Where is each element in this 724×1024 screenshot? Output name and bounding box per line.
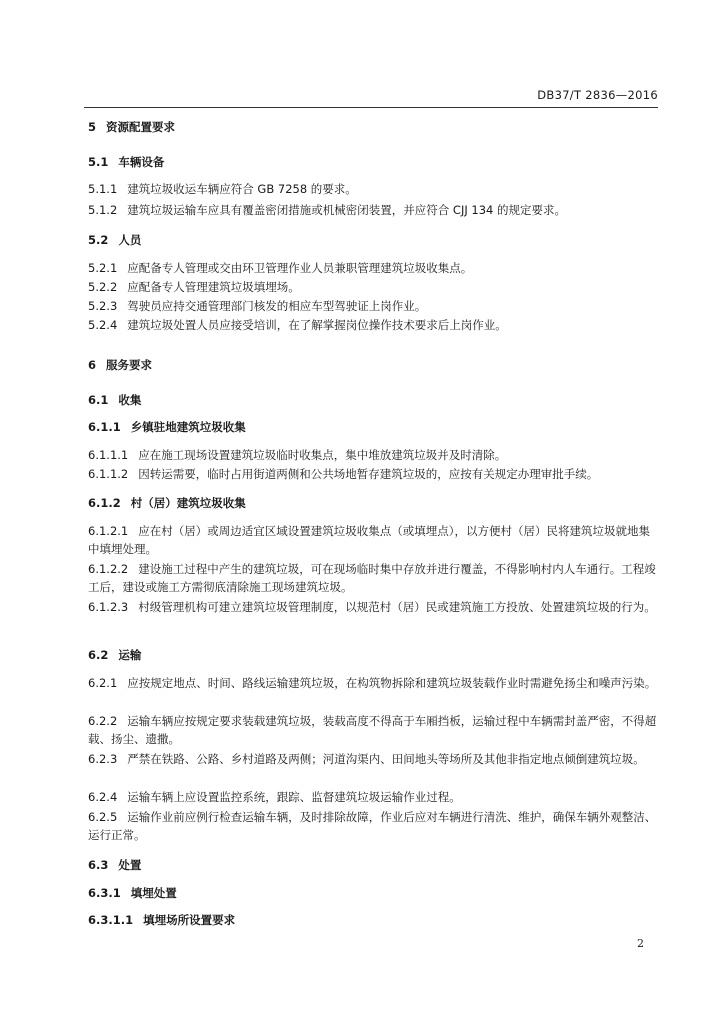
clause-5-2-2: 5.2.2 应配备专人管理建筑垃圾填埋场。	[88, 280, 300, 294]
section-6-1: 6.1 收集	[88, 393, 142, 407]
section-6-3-1: 6.3.1 填埋处置	[88, 886, 177, 900]
clause-6-1-1-1: 6.1.1.1 应在施工现场设置建筑垃圾临时收集点，集中堆放建筑垃圾并及时清除。	[88, 448, 507, 462]
clause-5-1-2: 5.1.2 建筑垃圾运输车应具有覆盖密闭措施或机械密闭装置，并应符合 CJJ 134 的规定要求。	[88, 203, 566, 217]
clause-5-1-1: 5.1.1 建筑垃圾收运车辆应符合 GB 7258 的要求。	[88, 182, 357, 196]
clause-6-2-4: 6.2.4 运输车辆上应设置监控系统，跟踪、监督建筑垃圾运输作业过程。	[88, 790, 461, 804]
section-6-1-2: 6.1.2 村（居）建筑垃圾收集	[88, 496, 246, 510]
clause-6-2-5: 6.2.5 运输作业前应例行检查运输车辆，及时排除故障，作业后应对车辆进行清洗、维护，确保车辆外观整洁、运行正常。	[88, 810, 657, 842]
page-number: 2	[637, 937, 644, 950]
section-6-3: 6.3 处置	[88, 858, 142, 872]
clause-6-1-2-1: 6.1.2.1 应在村（居）或周边适宜区域设置建筑垃圾收集点（或填埋点），以方便村（居）民将建筑垃圾就地集中填埋处理。	[88, 524, 650, 556]
section-6-3-1-1: 6.3.1.1 填埋场所设置要求	[88, 913, 236, 927]
section-5-2: 5.2 人员	[88, 233, 142, 247]
section-5: 5 资源配置要求	[88, 120, 176, 134]
clause-5-2-4: 5.2.4 建筑垃圾处置人员应接受培训，在了解掌握岗位操作技术要求后上岗作业。	[88, 318, 507, 332]
clause-6-2-2: 6.2.2 运输车辆应按规定要求装载建筑垃圾，装载高度不得高于车厢挡板，运输过程中车辆需封盖严密，不得超载、扬尘、遗撒。	[88, 714, 657, 746]
header-rule	[84, 107, 658, 108]
section-6: 6 服务要求	[88, 358, 153, 372]
standard-code: DB37/T 2836—2016	[537, 88, 658, 102]
clause-5-2-3: 5.2.3 驾驶员应持交通管理部门核发的相应车型驾驶证上岗作业。	[88, 299, 427, 313]
clause-6-1-2-3: 6.1.2.3 村级管理机构可建立建筑垃圾管理制度，以规范村（居）民或建筑施工方投放、处置建筑垃圾的行为。	[88, 600, 656, 614]
clause-6-1-1-2: 6.1.1.2 因转运需要，临时占用街道两侧和公共场地暂存建筑垃圾的，应按有关规定办理审批手续。	[88, 467, 599, 481]
clause-6-2-3: 6.2.3 严禁在铁路、公路、乡村道路及两侧；河道沟渠内、田间地头等场所及其他非指定地点倾倒建筑垃圾。	[88, 752, 645, 766]
section-5-1: 5.1 车辆设备	[88, 155, 165, 169]
clause-6-1-2-2: 6.1.2.2 建设施工过程中产生的建筑垃圾，可在现场临时集中存放并进行覆盖，不得影响村内人车通行。工程竣工后，建设或施工方需彻底清除施工现场建筑垃圾。	[88, 562, 656, 594]
section-6-1-1: 6.1.1 乡镇驻地建筑垃圾收集	[88, 420, 246, 434]
clause-6-2-1: 6.2.1 应按规定地点、时间、路线运输建筑垃圾，在构筑物拆除和建筑垃圾装载作业时需避免扬尘和噪声污染。	[88, 676, 657, 690]
clause-5-2-1: 5.2.1 应配备专人管理或交由环卫管理作业人员兼职管理建筑垃圾收集点。	[88, 261, 473, 275]
section-6-2: 6.2 运输	[88, 648, 142, 662]
